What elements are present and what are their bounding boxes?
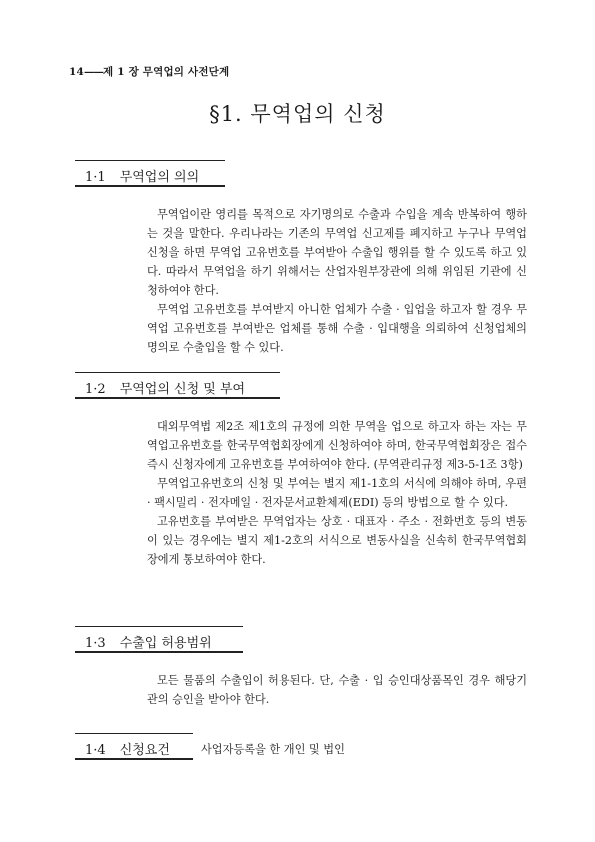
paragraph: 무역업이란 영리를 목적으로 자기명의로 수출과 수입을 계속 반복하여 행하는 것을 말한다. 우리나라는 기존의 무역업 신고제를 폐지하고 누구나 무역업신청을 하면 무역업 고유번호를 부여받아 수출입 행위를 할 수 있도록 하고 있다. 따라서 무역업을 하기 위해서는 산업자원부장관에 의해 위임된 기관에 신청하여야 한다. (147, 208, 527, 297)
section-heading (75, 626, 527, 653)
section-number: 1·2 (85, 382, 106, 397)
section-number: 1·1 (85, 170, 106, 185)
paragraph: 무역업 고유번호를 부여받지 아니한 업체가 수출 · 입업을 하고자 할 경우 무역업 고유번호를 부여받은 업체를 통해 수출 · 입대행을 의뢰하여 신청업체의 명의로 수출입을 할 수 있다. (147, 303, 527, 354)
heading-top-rule (75, 372, 280, 373)
header-dash: —— (84, 66, 104, 78)
section-1-3 (75, 626, 527, 709)
paragraph: 대외무역법 제2조 제1호의 규정에 의한 무역을 업으로 하고자 하는 자는 무역업고유번호를 한국무역협회장에게 신청하여야 하며, 한국무역협회장은 접수 즉시 신청자에게 고유번호를 부여하여야 한다. (무역관리규정 제3-5-1조 3항) (147, 420, 527, 471)
section-title-text: 무역업의 신청 및 부여 (119, 382, 246, 397)
heading-top-rule (75, 160, 225, 161)
section-1-2 (75, 372, 527, 569)
chapter-label: 제 1 장 무역업의 사전단계 (103, 66, 230, 78)
paragraph: 모든 물품의 수출입이 허용된다. 단, 수출 · 입 승인대상품목인 경우 해당기관의 승인을 받아야 한다. (147, 674, 527, 706)
heading-bottom-rule (75, 397, 280, 399)
paragraph: 무역업고유번호의 신청 및 부여는 별지 제1-1호의 서식에 의해야 하며, 우편 · 팩시밀리 · 전자메일 · 전자문서교환체제(EDI) 등의 방법으로 할 수 있다. (147, 477, 527, 509)
section-heading (75, 160, 527, 187)
heading-bottom-rule (75, 651, 243, 653)
section-1-4 (75, 733, 527, 760)
section-body (147, 417, 527, 569)
chapter-title: §1. 무역업의 신청 (209, 102, 386, 126)
section-1-1 (75, 160, 527, 357)
section-heading (75, 372, 527, 399)
section-body (147, 671, 527, 709)
section-body (147, 205, 527, 357)
section-title (85, 166, 199, 185)
heading-bottom-rule (75, 758, 193, 760)
section-title (85, 378, 245, 397)
requirement-text: 사업자등록을 한 개인 및 법인 (201, 743, 345, 756)
section-title (85, 739, 170, 758)
heading-bottom-rule (75, 185, 225, 187)
heading-top-rule (75, 626, 243, 627)
paragraph: 고유번호를 부여받은 무역업자는 상호 · 대표자 · 주소 · 전화번호 등의 변동이 있는 경우에는 별지 제1-2호의 서식으로 변동사실을 신속히 한국무역협회장에게 통보하여야 한다. (147, 515, 527, 566)
running-header (69, 64, 229, 79)
page-number: 14 (69, 66, 85, 78)
section-title (85, 632, 212, 651)
section-title-text: 수출입 허용범위 (119, 636, 212, 651)
heading-top-rule (75, 733, 193, 734)
section-heading (75, 733, 193, 760)
section-title-text: 무역업의 의의 (119, 170, 200, 185)
section-number: 1·3 (85, 636, 106, 651)
section-title-text: 신청요건 (119, 743, 170, 758)
section-number: 1·4 (85, 743, 106, 758)
